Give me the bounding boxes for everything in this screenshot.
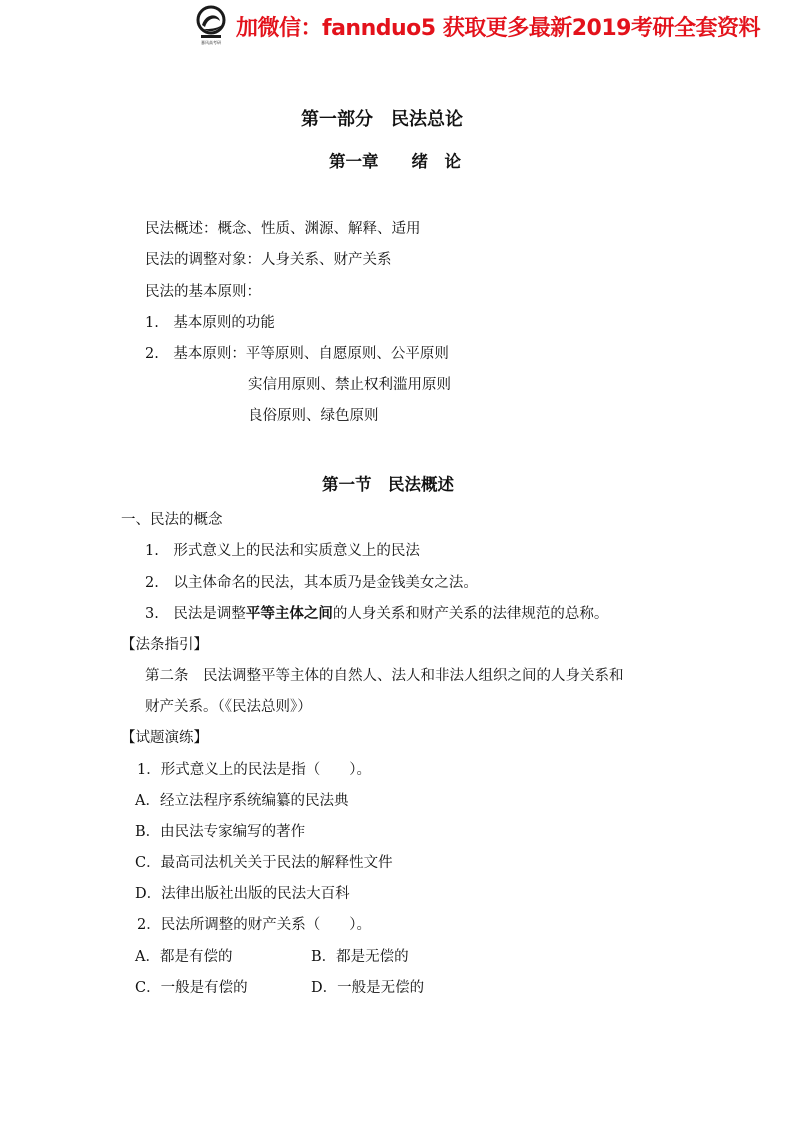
part-title: 第一部分 民法总论 xyxy=(301,109,463,130)
question-2-option-c: C．一般是有偿的 xyxy=(135,980,248,996)
concept-heading: 一、民法的概念 xyxy=(121,512,223,528)
question-1: 1．形式意义上的民法是指（ ）。 xyxy=(137,762,371,778)
overview-line-1: 民法概述：概念、性质、渊源、解释、适用 xyxy=(145,221,421,237)
question-1-option-d: D．法律出版社出版的民法大百科 xyxy=(135,886,350,902)
question-2-option-b: B．都是无偿的 xyxy=(311,949,409,965)
overview-line-3: 民法的基本原则： xyxy=(145,284,261,300)
overview-item-2-cont-2: 良俗原则、绿色原则 xyxy=(248,408,379,424)
concept-item-3 xyxy=(145,602,608,623)
concept-item-3-emphasis: 平等主体之间 xyxy=(245,605,333,622)
concept-item-2: 2. 以主体命名的民法，其本质乃是金钱美女之法。 xyxy=(145,575,478,591)
question-2-option-d: D．一般是无偿的 xyxy=(311,980,425,996)
logo-caption: 暴风高考研 xyxy=(201,40,221,45)
section-title: 第一节 民法概述 xyxy=(322,475,454,494)
exercises-heading: 【试题演练】 xyxy=(121,730,208,746)
question-1-option-a: A．经立法程序系统编纂的民法典 xyxy=(135,793,349,809)
concept-item-3-post: 的人身关系和财产关系的法律规范的总称。 xyxy=(332,606,609,622)
overview-line-2: 民法的调整对象：人身关系、财产关系 xyxy=(145,252,392,268)
law-guide-line-2: 财产关系。（《民法总则》） xyxy=(145,699,312,715)
concept-item-3-pre: 3. 民法是调整 xyxy=(145,606,246,622)
law-guide-heading: 【法条指引】 xyxy=(121,637,208,653)
question-2-option-a: A．都是有偿的 xyxy=(135,949,233,965)
swirl-logo-icon xyxy=(196,5,226,39)
concept-item-1: 1. 形式意义上的民法和实质意义上的民法 xyxy=(145,543,420,559)
promo-text: 加微信：fannduo5 获取更多最新2019考研全套资料 xyxy=(236,15,760,41)
chapter-title: 第一章 绪 论 xyxy=(329,152,461,171)
question-1-option-c: C．最高司法机关关于民法的解释性文件 xyxy=(135,855,393,871)
law-guide-line-1: 第二条 民法调整平等主体的自然人、法人和非法人组织之间的人身关系和 xyxy=(145,668,624,684)
header-banner xyxy=(194,4,760,48)
overview-item-1: 1. 基本原则的功能 xyxy=(145,315,275,331)
overview-item-2-cont-1: 实信用原则、禁止权利滥用原则 xyxy=(248,377,451,393)
question-1-option-b: B．由民法专家编写的著作 xyxy=(135,824,306,840)
brand-logo xyxy=(194,5,228,47)
question-2: 2．民法所调整的财产关系（ ）。 xyxy=(137,917,371,933)
overview-item-2: 2. 基本原则：平等原则、自愿原则、公平原则 xyxy=(145,346,449,362)
